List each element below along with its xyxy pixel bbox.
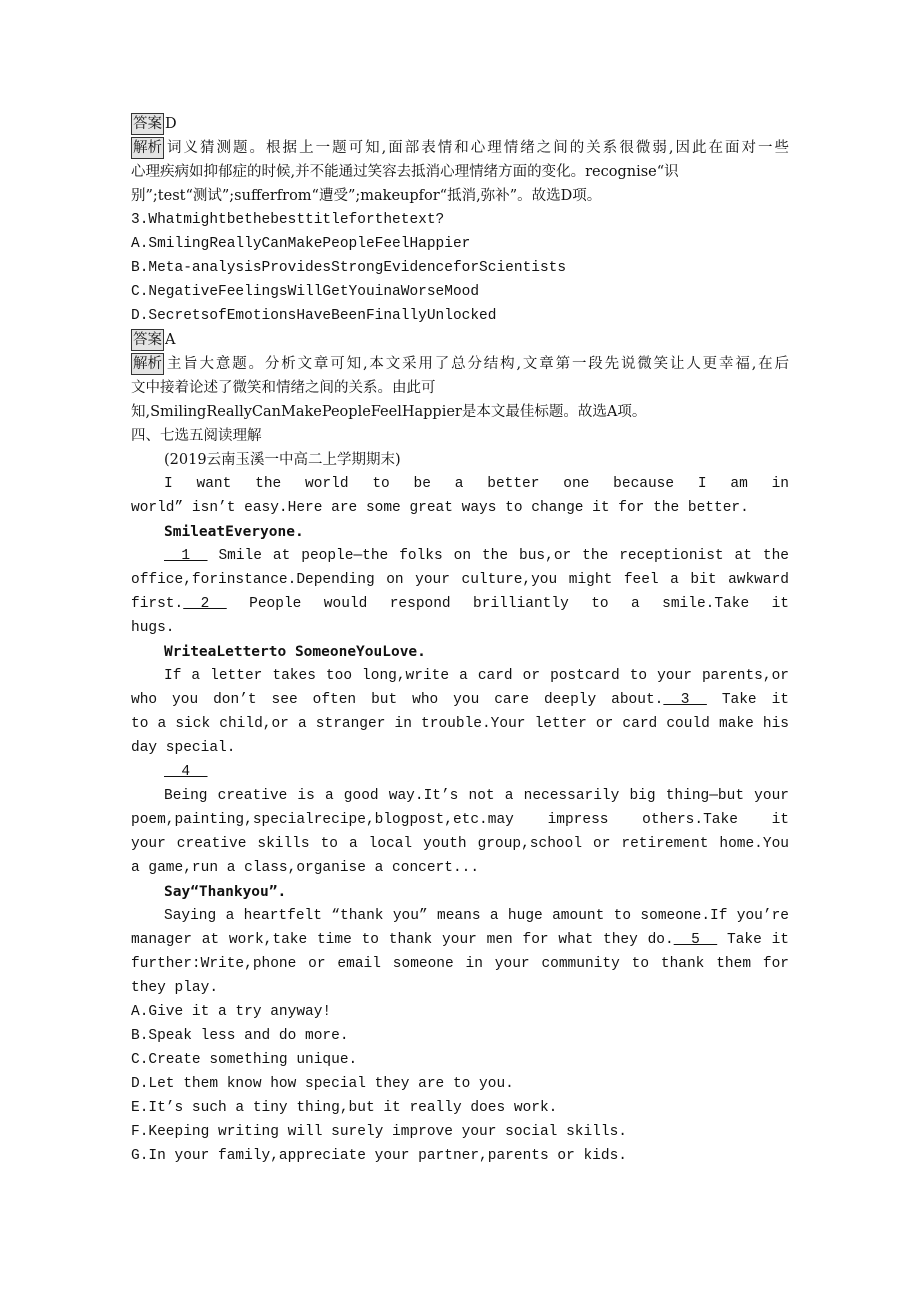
line-text: (2019云南玉溪一中高二上学期期末) <box>164 452 401 468</box>
text-line <box>131 1072 789 1096</box>
text-line <box>131 904 789 928</box>
text-line <box>131 856 789 880</box>
text-line <box>131 1096 789 1120</box>
line-text: 别”;test“测试”;sufferfrom“遭受”;makeupfor“抵消,弥补”。故选D项。 <box>131 188 602 204</box>
text-line <box>131 832 789 856</box>
line-text: F.Keeping writing will surely improve your social skills. <box>131 1124 627 1140</box>
text-line <box>131 1048 789 1072</box>
text-line <box>131 880 789 904</box>
text-line <box>131 352 789 376</box>
text-line <box>131 112 789 136</box>
text-line <box>131 280 789 304</box>
line-text: world” isn’t easy.Here are some great ways to change it for the better. <box>131 500 749 516</box>
answer-label: 答案 <box>131 113 164 135</box>
line-text: A <box>165 332 176 348</box>
line-text: A.SmilingReallyCanMakePeopleFeelHappier <box>131 236 471 252</box>
line-text: If a letter takes too long,write a card or postcard to your parents,or <box>164 668 789 684</box>
text-line <box>131 592 789 616</box>
answer-blank: 4 <box>164 764 208 780</box>
text-line <box>131 760 789 784</box>
line-text: 心理疾病如抑郁症的时候,并不能通过笑容去抵消心理情绪方面的变化。recognise“识 <box>131 164 679 180</box>
line-text: 词义猜测题。根据上一题可知,面部表情和心理情绪之间的关系很微弱,因此在面对一些 <box>165 140 789 156</box>
line-text: Take it <box>717 932 789 948</box>
line-text: to a sick child,or a stranger in trouble.Your letter or card could make his <box>131 716 789 732</box>
line-text: they play. <box>131 980 219 996</box>
line-text: Say“Thankyou”. <box>164 884 287 900</box>
line-text: your creative skills to a local youth group,school or retirement home.You <box>131 836 789 852</box>
line-text: D <box>165 116 177 132</box>
document-content <box>131 112 789 1168</box>
line-text: Saying a heartfelt “thank you” means a huge amount to someone.If you’re <box>164 908 789 924</box>
text-line <box>131 640 789 664</box>
line-text: Being creative is a good way.It’s not a necessarily big thing—but your <box>164 788 789 804</box>
text-line <box>131 928 789 952</box>
line-text: a game,run a class,organise a concert... <box>131 860 480 876</box>
text-line <box>131 208 789 232</box>
analysis-label: 解析 <box>131 353 164 375</box>
line-text: 3.Whatmightbethebesttitleforthetext? <box>131 212 445 228</box>
analysis-label: 解析 <box>131 137 164 159</box>
line-text: G.In your family,appreciate your partner,parents or kids. <box>131 1148 627 1164</box>
answer-blank: 2 <box>183 596 227 612</box>
line-text: 主旨大意题。分析文章可知,本文采用了总分结构,文章第一段先说微笑让人更幸福,在后 <box>165 356 789 372</box>
text-line <box>131 568 789 592</box>
text-line <box>131 688 789 712</box>
line-text-prefix: manager at work,take time to thank your men for what they do. <box>131 932 674 948</box>
text-line <box>131 136 789 160</box>
text-line <box>131 400 789 424</box>
line-text: A.Give it a try anyway! <box>131 1004 332 1020</box>
text-line <box>131 184 789 208</box>
text-line <box>131 808 789 832</box>
line-text: 文中接着论述了微笑和情绪之间的关系。由此可 <box>131 380 436 396</box>
text-line <box>131 1000 789 1024</box>
text-line <box>131 712 789 736</box>
line-text: C.NegativeFeelingsWillGetYouinaWorseMood <box>131 284 480 300</box>
line-text-prefix: who you don’t see often but who you care deeply about. <box>131 692 664 708</box>
text-line <box>131 472 789 496</box>
text-line <box>131 424 789 448</box>
text-line <box>131 544 789 568</box>
line-text: poem,painting,specialrecipe,blogpost,etc.may impress others.Take it <box>131 812 789 828</box>
text-line <box>131 232 789 256</box>
text-line <box>131 448 789 472</box>
answer-blank: 5 <box>673 932 718 948</box>
line-text: 四、七选五阅读理解 <box>131 428 262 444</box>
line-text: WriteaLetterto SomeoneYouLove. <box>164 644 426 660</box>
text-line <box>131 328 789 352</box>
text-line <box>131 376 789 400</box>
line-text: hugs. <box>131 620 175 636</box>
line-text: People would respond brilliantly to a smile.Take it <box>249 596 789 612</box>
answer-label: 答案 <box>131 329 164 351</box>
text-line <box>131 1144 789 1168</box>
text-line <box>131 304 789 328</box>
line-text: office,forinstance.Depending on your culture,you might feel a bit awkward <box>131 572 789 588</box>
text-line <box>131 952 789 976</box>
text-line <box>131 736 789 760</box>
line-text: C.Create something unique. <box>131 1052 358 1068</box>
text-line <box>131 1120 789 1144</box>
line-text: B.Speak less and do more. <box>131 1028 349 1044</box>
answer-blank: 3 <box>663 692 707 708</box>
text-line <box>131 160 789 184</box>
line-text: D.Let them know how special they are to you. <box>131 1076 514 1092</box>
text-line <box>131 1024 789 1048</box>
text-line <box>131 616 789 640</box>
text-line <box>131 976 789 1000</box>
line-text: Smile at people—the folks on the bus,or the receptionist at the <box>207 548 789 564</box>
line-text: I want the world to be a better one because I am in <box>164 476 789 492</box>
line-text: Take it <box>721 692 789 708</box>
text-line <box>131 256 789 280</box>
line-text: 知,SmilingReallyCanMakePeopleFeelHappier是本文最佳标题。故选A项。 <box>131 404 647 420</box>
line-text: D.SecretsofEmotionsHaveBeenFinallyUnlocked <box>131 308 497 324</box>
answer-blank: 1 <box>164 548 208 564</box>
line-text: E.It’s such a tiny thing,but it really does work. <box>131 1100 558 1116</box>
text-line <box>131 784 789 808</box>
text-line <box>131 520 789 544</box>
line-text: B.Meta-analysisProvidesStrongEvidenceforScientists <box>131 260 567 276</box>
text-line <box>131 664 789 688</box>
line-text-prefix: first. <box>131 596 184 612</box>
line-text: further:Write,phone or email someone in your community to thank them for <box>131 956 789 972</box>
text-line <box>131 496 789 520</box>
line-text: SmileatEveryone. <box>164 524 304 540</box>
line-text: day special. <box>131 740 236 756</box>
